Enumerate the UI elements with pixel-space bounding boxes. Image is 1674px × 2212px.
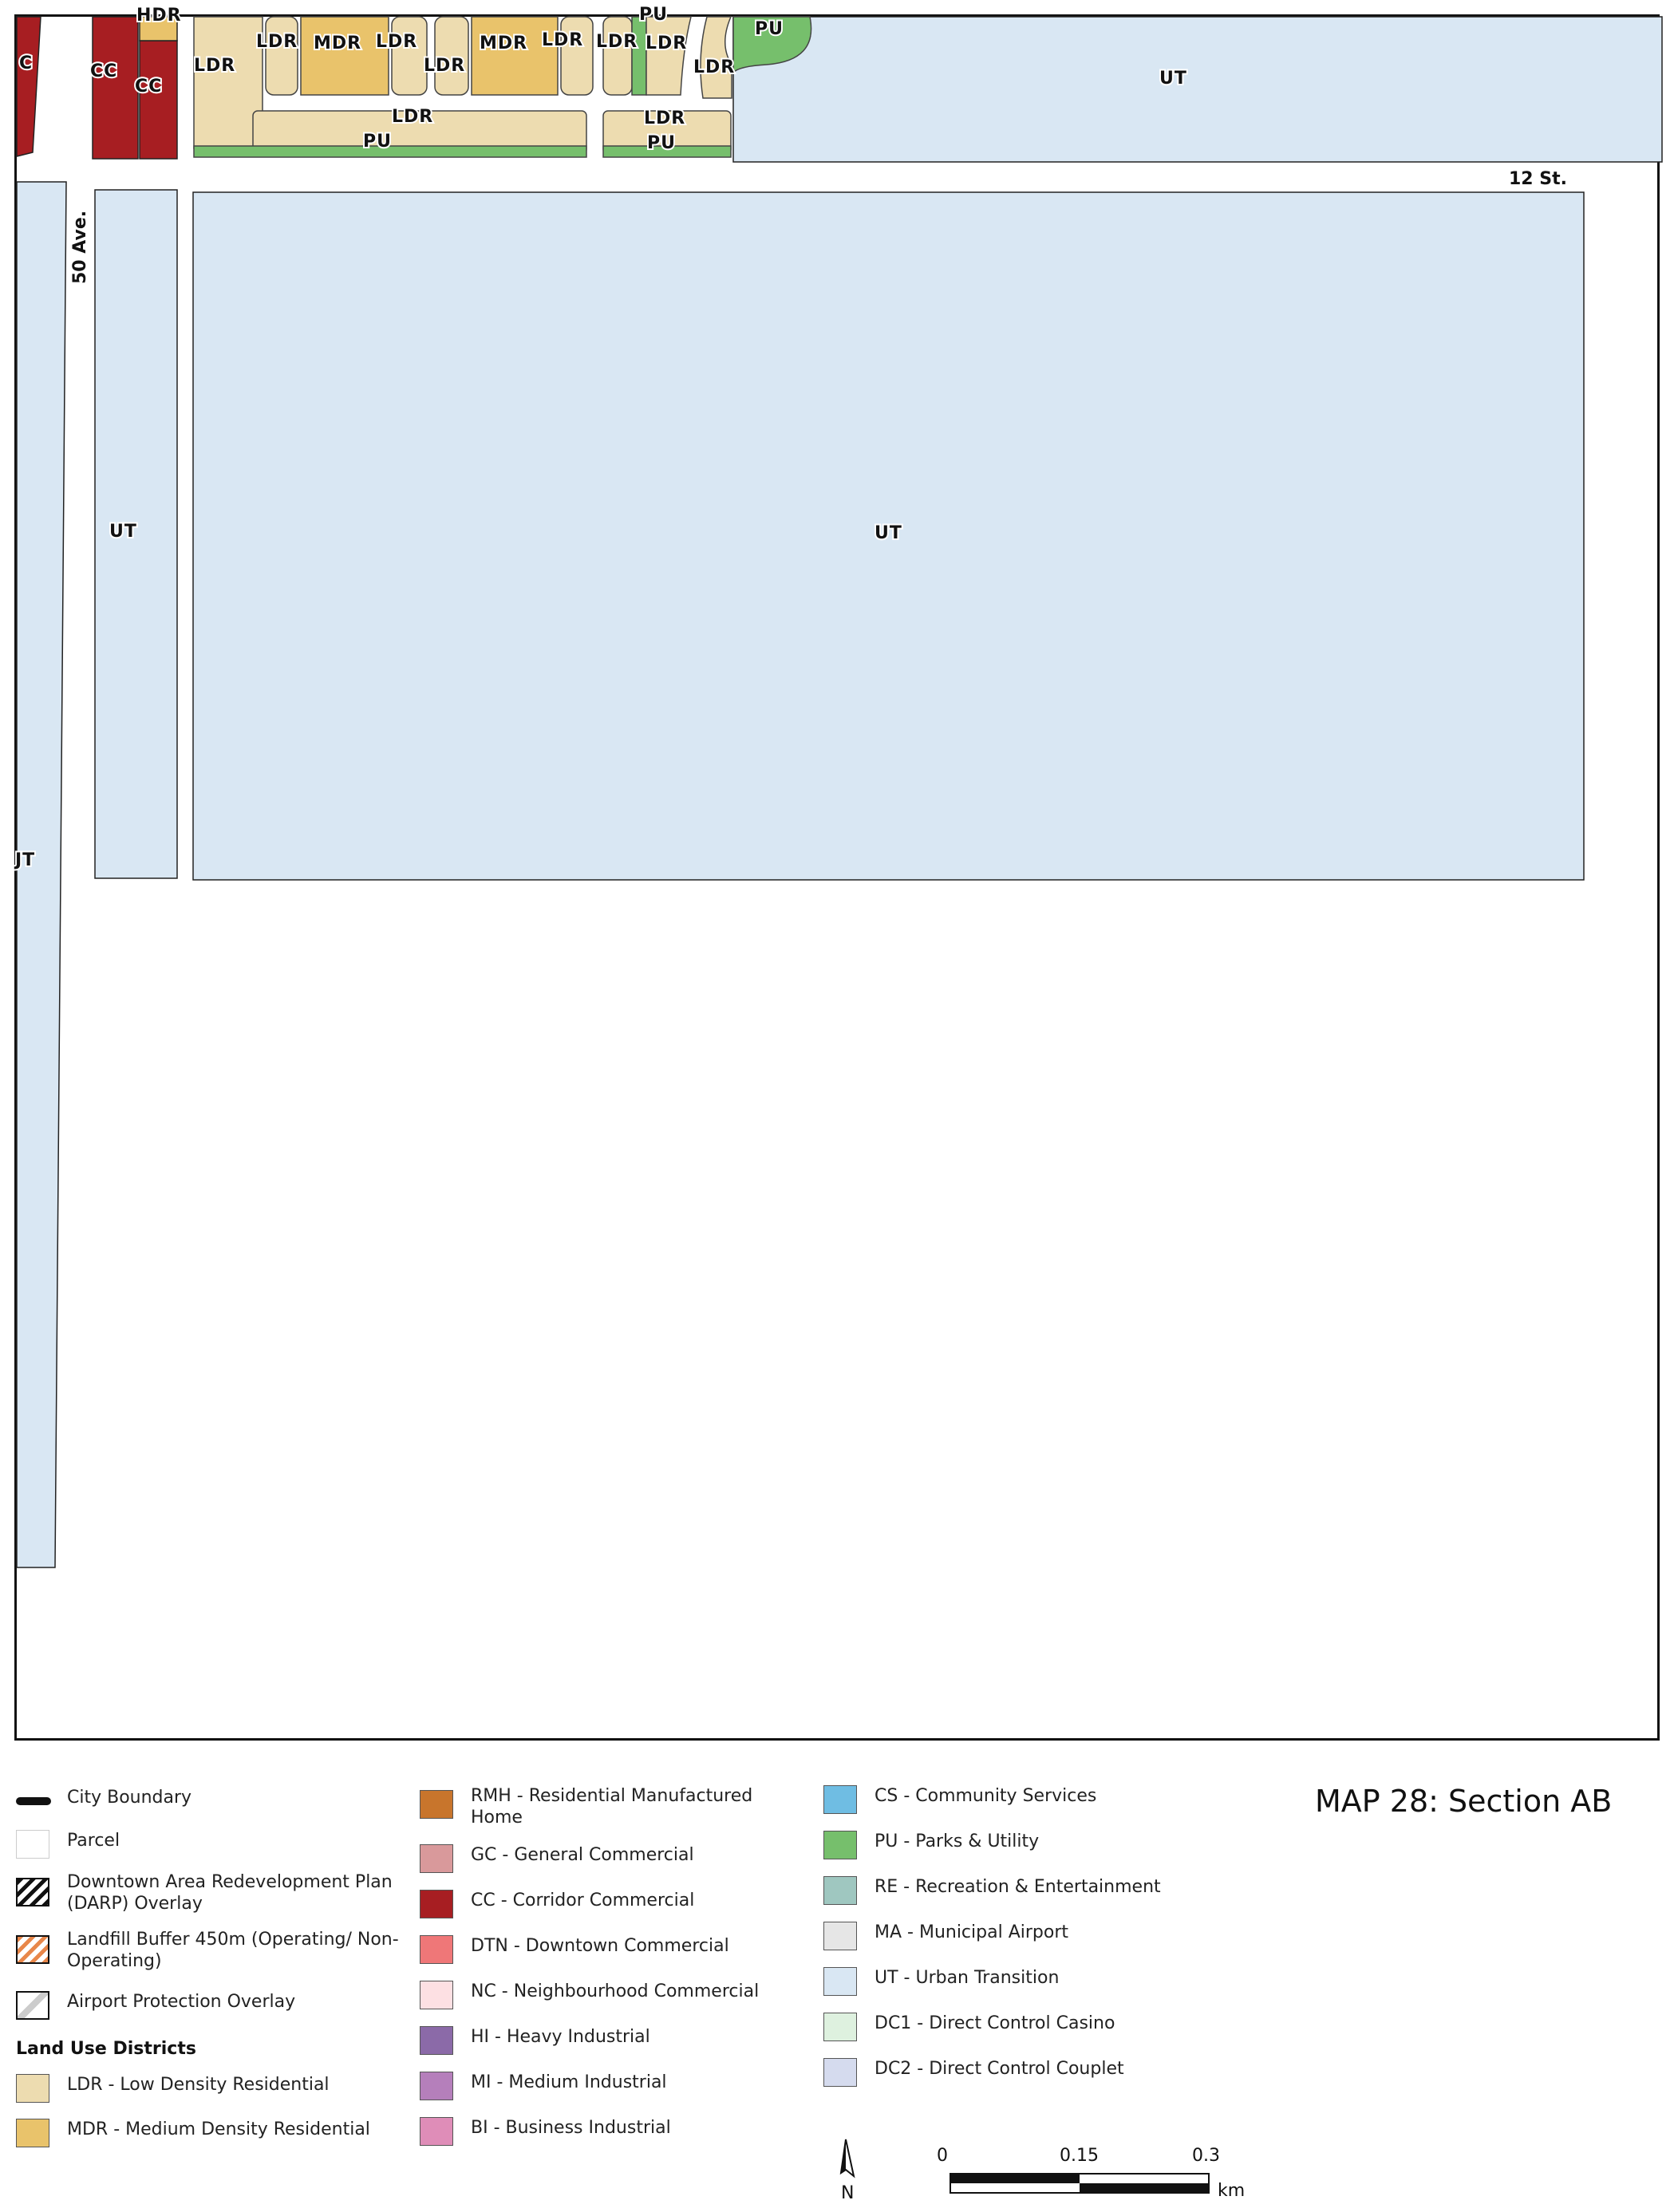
legend-ma: [823, 1922, 1210, 1950]
hi-swatch: [420, 2026, 453, 2055]
pu-swatch: [823, 1831, 857, 1859]
dtn-swatch: [420, 1935, 453, 1964]
label-ldr-8: LDR: [693, 57, 736, 77]
scale-tick-0: 0: [937, 2146, 948, 2166]
legend-re: [823, 1876, 1210, 1905]
ldr-parcel-west: [194, 17, 263, 148]
darp-hatch-swatch: [16, 1878, 49, 1906]
nc-swatch: [420, 1981, 453, 2009]
label-pu-2: PU: [647, 133, 676, 153]
bi-swatch: [420, 2117, 453, 2146]
legend-ldr: [16, 2074, 402, 2103]
legend-dc1: [823, 2013, 1210, 2041]
scale-bar: [937, 2146, 1261, 2210]
legend-label: MA - Municipal Airport: [875, 1922, 1068, 1942]
label-ldr-6: LDR: [596, 32, 638, 52]
scale-tick-1: 0.15: [1060, 2146, 1099, 2166]
cc-parcel-1: [93, 17, 138, 159]
ldr-parcel-f: [646, 17, 691, 95]
label-ldr-9: LDR: [392, 107, 434, 127]
label-pu-park: PU: [755, 19, 784, 39]
legend-label: GC - General Commercial: [471, 1845, 694, 1865]
label-ldr-5: LDR: [542, 30, 584, 50]
legend-label: DC2 - Direct Control Couplet: [875, 2059, 1124, 2079]
ut-parcel-northeast: [733, 17, 1662, 162]
legend-landfill-buffer: [16, 1930, 402, 1972]
label-ut-large: UT: [875, 523, 902, 543]
legend-label: RE - Recreation & Entertainment: [875, 1877, 1161, 1897]
legend-dc2: [823, 2058, 1210, 2087]
label-pu-partial: PU: [639, 5, 668, 25]
re-swatch: [823, 1876, 857, 1905]
cc-swatch: [420, 1890, 453, 1918]
legend-label: CC - Corridor Commercial: [471, 1891, 695, 1910]
pu-strip-vertical: [632, 17, 646, 95]
legend-gc: [420, 1844, 806, 1873]
label-mdr-2: MDR: [480, 34, 528, 53]
gc-swatch: [420, 1844, 453, 1873]
legend-label: NC - Neighbourhood Commercial: [471, 1981, 760, 2001]
label-cc-edge: C: [19, 53, 34, 73]
label-ut-northeast: UT: [1159, 69, 1187, 89]
legend-rmh: [420, 1786, 806, 1828]
legend-mdr: [16, 2119, 402, 2147]
legend-city-boundary: [16, 1787, 402, 1808]
label-hdr: HDR: [136, 6, 182, 26]
airport-hatch-swatch: [16, 1991, 49, 2020]
legend-label: PU - Parks & Utility: [875, 1832, 1040, 1851]
legend-label: City Boundary: [67, 1788, 192, 1808]
legend-label: UT - Urban Transition: [875, 1968, 1060, 1988]
map-title: MAP 28: Section AB: [1315, 1784, 1613, 1819]
map-frame: [14, 5, 1660, 1741]
legend-bi: [420, 2117, 806, 2146]
label-ldr-2: LDR: [256, 32, 298, 52]
mdr-parcel-1: [301, 17, 389, 95]
mdr-parcel-2: [472, 17, 558, 95]
legend-label: DTN - Downtown Commercial: [471, 1936, 729, 1956]
legend-parcel: [16, 1830, 402, 1859]
legend-airport-overlay: [16, 1991, 402, 2020]
ut-swatch: [823, 1967, 857, 1996]
legend-darp-overlay: [16, 1872, 402, 1914]
label-ldr-7: LDR: [646, 34, 688, 53]
legend-heading: Land Use Districts: [16, 2039, 196, 2059]
north-arrow-icon: [830, 2138, 862, 2202]
legend-label: RMH - Residential Manufactured Home: [471, 1786, 753, 1828]
label-ut-narrow: UT: [109, 522, 137, 542]
ut-parcel-west-strip: [17, 182, 66, 1567]
landfill-hatch-swatch: [16, 1935, 49, 1964]
mi-swatch: [420, 2072, 453, 2100]
city-boundary-symbol: [16, 1797, 51, 1805]
legend-mi: [420, 2072, 806, 2100]
legend-label: MI - Medium Industrial: [471, 2072, 667, 2092]
legend-label: DC1 - Direct Control Casino: [875, 2013, 1115, 2033]
cc-parcel-west-edge: [17, 17, 41, 156]
ldr-parcel-a: [266, 17, 298, 95]
legend-cc: [420, 1890, 806, 1918]
ldr-swatch: [16, 2074, 49, 2103]
legend-label: Landfill Buffer 450m (Operating/ Non-Operating): [67, 1930, 399, 1971]
legend-label: LDR - Low Density Residential: [67, 2075, 330, 2095]
north-label: N: [841, 2183, 855, 2203]
dc2-swatch: [823, 2058, 857, 2087]
map-canvas: [15, 5, 1662, 1743]
label-ldr-3: LDR: [376, 32, 418, 52]
legend-dtn: [420, 1935, 806, 1964]
legend-cs: [823, 1785, 1210, 1814]
scale-bar-graphic: [950, 2173, 1221, 2195]
ldr-parcel-b: [392, 17, 427, 95]
legend-label: MDR - Medium Density Residential: [67, 2119, 370, 2139]
ldr-parcel-d: [561, 17, 593, 95]
road-label-50-ave: 50 Ave.: [70, 210, 90, 284]
label-ut-west: JT: [15, 850, 36, 870]
scale-unit: km: [1218, 2181, 1246, 2201]
rmh-swatch: [420, 1790, 453, 1819]
mdr-swatch: [16, 2119, 49, 2147]
label-ldr-1: LDR: [194, 56, 236, 76]
scale-tick-2: 0.3: [1192, 2146, 1220, 2166]
label-cc-2: CC: [135, 77, 163, 97]
legend-pu: [823, 1831, 1210, 1859]
legend-nc: [420, 1981, 806, 2009]
legend-label: Downtown Area Redevelopment Plan (DARP) Overlay: [67, 1872, 393, 1914]
ma-swatch: [823, 1922, 857, 1950]
legend-ut: [823, 1967, 1210, 1996]
legend-label: CS - Community Services: [875, 1786, 1097, 1806]
label-cc-1: CC: [90, 61, 118, 81]
legend-label: HI - Heavy Industrial: [471, 2027, 650, 2047]
road-label-12-st: 12 St.: [1509, 169, 1567, 189]
label-ldr-4: LDR: [424, 56, 466, 76]
cs-swatch: [823, 1785, 857, 1814]
label-pu-1: PU: [363, 132, 392, 152]
dc1-swatch: [823, 2013, 857, 2041]
parcel-swatch: [16, 1830, 49, 1859]
label-ldr-10: LDR: [644, 108, 686, 128]
label-mdr-1: MDR: [314, 34, 362, 53]
cc-parcel-2: [140, 41, 177, 159]
ldr-parcel-e: [603, 17, 632, 95]
legend-label: Parcel: [67, 1831, 120, 1851]
legend-hi: [420, 2026, 806, 2055]
legend-label: Airport Protection Overlay: [67, 1992, 296, 2012]
legend-label: BI - Business Industrial: [471, 2118, 671, 2138]
